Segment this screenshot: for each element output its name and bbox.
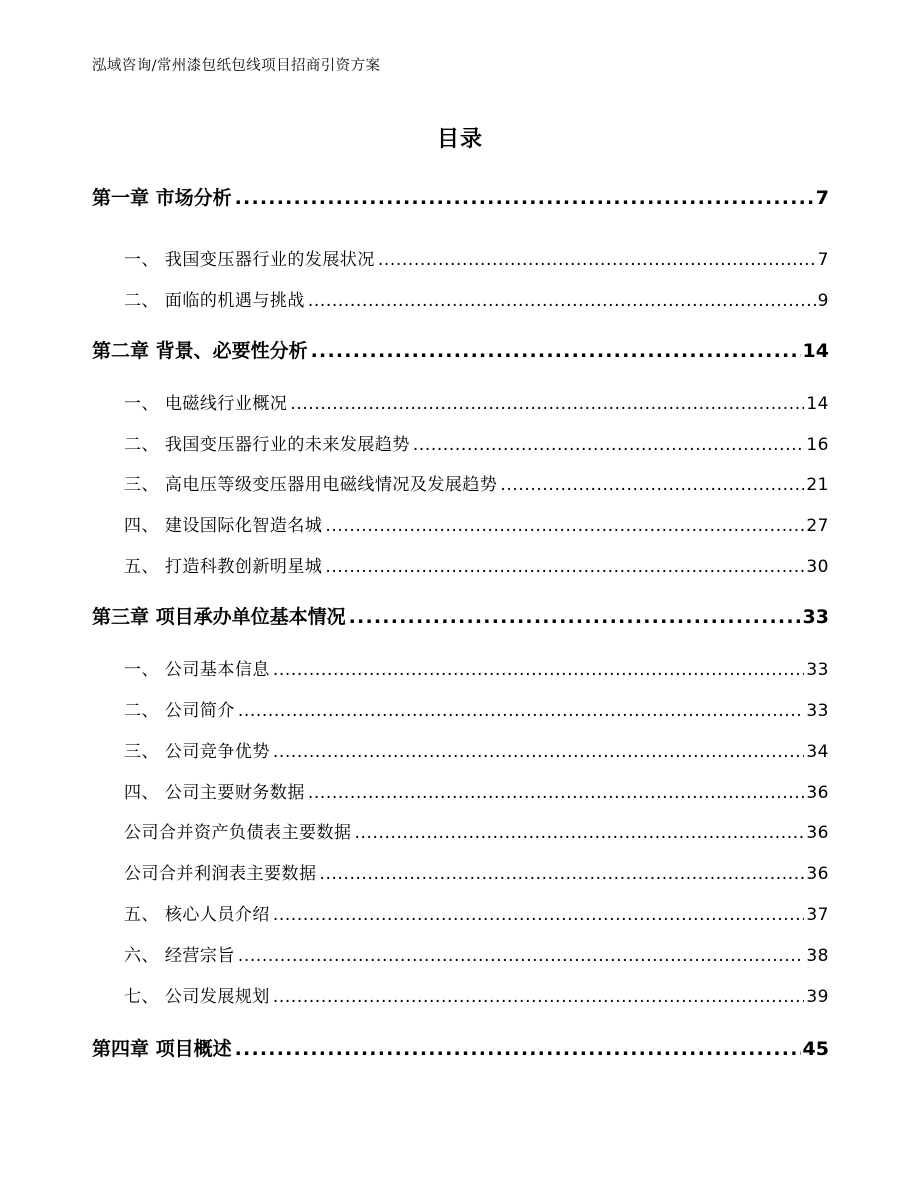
toc-page-number: 33 bbox=[806, 660, 829, 680]
toc-entry-label: 公司合并资产负债表主要数据 bbox=[124, 823, 352, 843]
toc-page-number: 14 bbox=[802, 340, 829, 362]
toc-entry-label: 四、 建设国际化智造名城 bbox=[124, 516, 323, 536]
toc-page-number: 38 bbox=[806, 946, 829, 966]
toc-page-number: 37 bbox=[806, 905, 829, 925]
toc-dot-leader bbox=[349, 606, 801, 628]
toc-dot-leader bbox=[273, 905, 804, 925]
toc-entry-label: 第二章 背景、必要性分析 bbox=[92, 340, 308, 362]
toc-dot-leader bbox=[325, 516, 804, 536]
toc-dot-leader bbox=[320, 864, 805, 884]
toc-dot-leader bbox=[273, 742, 804, 762]
toc-section[interactable] bbox=[124, 737, 829, 763]
toc-section[interactable] bbox=[124, 245, 829, 271]
toc-section[interactable] bbox=[124, 286, 829, 312]
toc-page-number: 36 bbox=[806, 864, 829, 884]
toc-dot-leader bbox=[308, 291, 816, 311]
toc-page-number: 36 bbox=[806, 783, 829, 803]
toc-section[interactable] bbox=[124, 696, 829, 722]
toc-entry-label: 二、 公司简介 bbox=[124, 701, 235, 721]
toc-dot-leader bbox=[355, 823, 805, 843]
toc-section[interactable] bbox=[124, 389, 829, 415]
toc-section[interactable] bbox=[124, 859, 829, 885]
toc-page-number: 33 bbox=[802, 606, 829, 628]
toc-entry-label: 三、 高电压等级变压器用电磁线情况及发展趋势 bbox=[124, 475, 498, 495]
toc-entry-label: 公司合并利润表主要数据 bbox=[124, 864, 317, 884]
toc-dot-leader bbox=[273, 660, 804, 680]
toc-section[interactable] bbox=[124, 430, 829, 456]
toc-page-number: 7 bbox=[815, 187, 829, 209]
toc-section[interactable] bbox=[124, 982, 829, 1008]
toc-entry-label: 六、 经营宗旨 bbox=[124, 946, 235, 966]
toc-dot-leader bbox=[308, 783, 804, 803]
toc-dot-leader bbox=[290, 394, 804, 414]
toc-chapter-1[interactable] bbox=[92, 183, 829, 209]
toc-section[interactable] bbox=[124, 470, 829, 496]
toc-entry-label: 三、 公司竞争优势 bbox=[124, 742, 270, 762]
toc-dot-leader bbox=[273, 987, 804, 1007]
toc-entry-label: 五、 打造科教创新明星城 bbox=[124, 557, 323, 577]
toc-section[interactable] bbox=[124, 552, 829, 578]
toc-page-number: 30 bbox=[806, 557, 829, 577]
toc-dot-leader bbox=[413, 435, 804, 455]
toc-section[interactable] bbox=[124, 941, 829, 967]
toc-section[interactable] bbox=[124, 818, 829, 844]
toc-entry-label: 一、 我国变压器行业的发展状况 bbox=[124, 250, 375, 270]
toc-entry-label: 五、 核心人员介绍 bbox=[124, 905, 270, 925]
toc-entry-label: 第一章 市场分析 bbox=[92, 187, 232, 209]
toc-entry-label: 一、 电磁线行业概况 bbox=[124, 394, 288, 414]
toc-entry-label: 二、 我国变压器行业的未来发展趋势 bbox=[124, 435, 410, 455]
page-title: 目录 bbox=[436, 127, 483, 152]
toc-chapter-4[interactable] bbox=[92, 1034, 829, 1060]
toc-entry-label: 四、 公司主要财务数据 bbox=[124, 783, 305, 803]
toc-page-number: 33 bbox=[806, 701, 829, 721]
toc-dot-leader bbox=[235, 1038, 801, 1060]
toc-dot-leader bbox=[238, 701, 804, 721]
toc-page-number: 45 bbox=[802, 1038, 829, 1060]
toc-entry-label: 第四章 项目概述 bbox=[92, 1038, 232, 1060]
toc-entry-label: 一、 公司基本信息 bbox=[124, 660, 270, 680]
toc-section[interactable] bbox=[124, 900, 829, 926]
toc-page-number: 39 bbox=[806, 987, 829, 1007]
running-header: 泓域咨询/常州漆包纸包线项目招商引资方案 bbox=[92, 58, 381, 74]
toc-chapter-3[interactable] bbox=[92, 602, 829, 628]
toc-page-number: 16 bbox=[806, 435, 829, 455]
toc-page-number: 34 bbox=[806, 742, 829, 762]
toc-section[interactable] bbox=[124, 511, 829, 537]
toc-dot-leader bbox=[238, 946, 804, 966]
toc-page-number: 27 bbox=[806, 516, 829, 536]
toc-page-number: 21 bbox=[806, 475, 829, 495]
toc-dot-leader bbox=[378, 250, 816, 270]
toc-section[interactable] bbox=[124, 655, 829, 681]
toc-page-number: 9 bbox=[817, 291, 829, 311]
toc-dot-leader bbox=[325, 557, 804, 577]
toc-page-number: 14 bbox=[806, 394, 829, 414]
toc-section[interactable] bbox=[124, 778, 829, 804]
toc-dot-leader bbox=[235, 187, 814, 209]
toc-entry-label: 第三章 项目承办单位基本情况 bbox=[92, 606, 346, 628]
toc-dot-leader bbox=[500, 475, 804, 495]
toc-dot-leader bbox=[311, 340, 801, 362]
toc-entry-label: 七、 公司发展规划 bbox=[124, 987, 270, 1007]
toc-chapter-2[interactable] bbox=[92, 336, 829, 362]
toc-entry-label: 二、 面临的机遇与挑战 bbox=[124, 291, 305, 311]
toc-page-number: 36 bbox=[806, 823, 829, 843]
toc-page-number: 7 bbox=[817, 250, 829, 270]
